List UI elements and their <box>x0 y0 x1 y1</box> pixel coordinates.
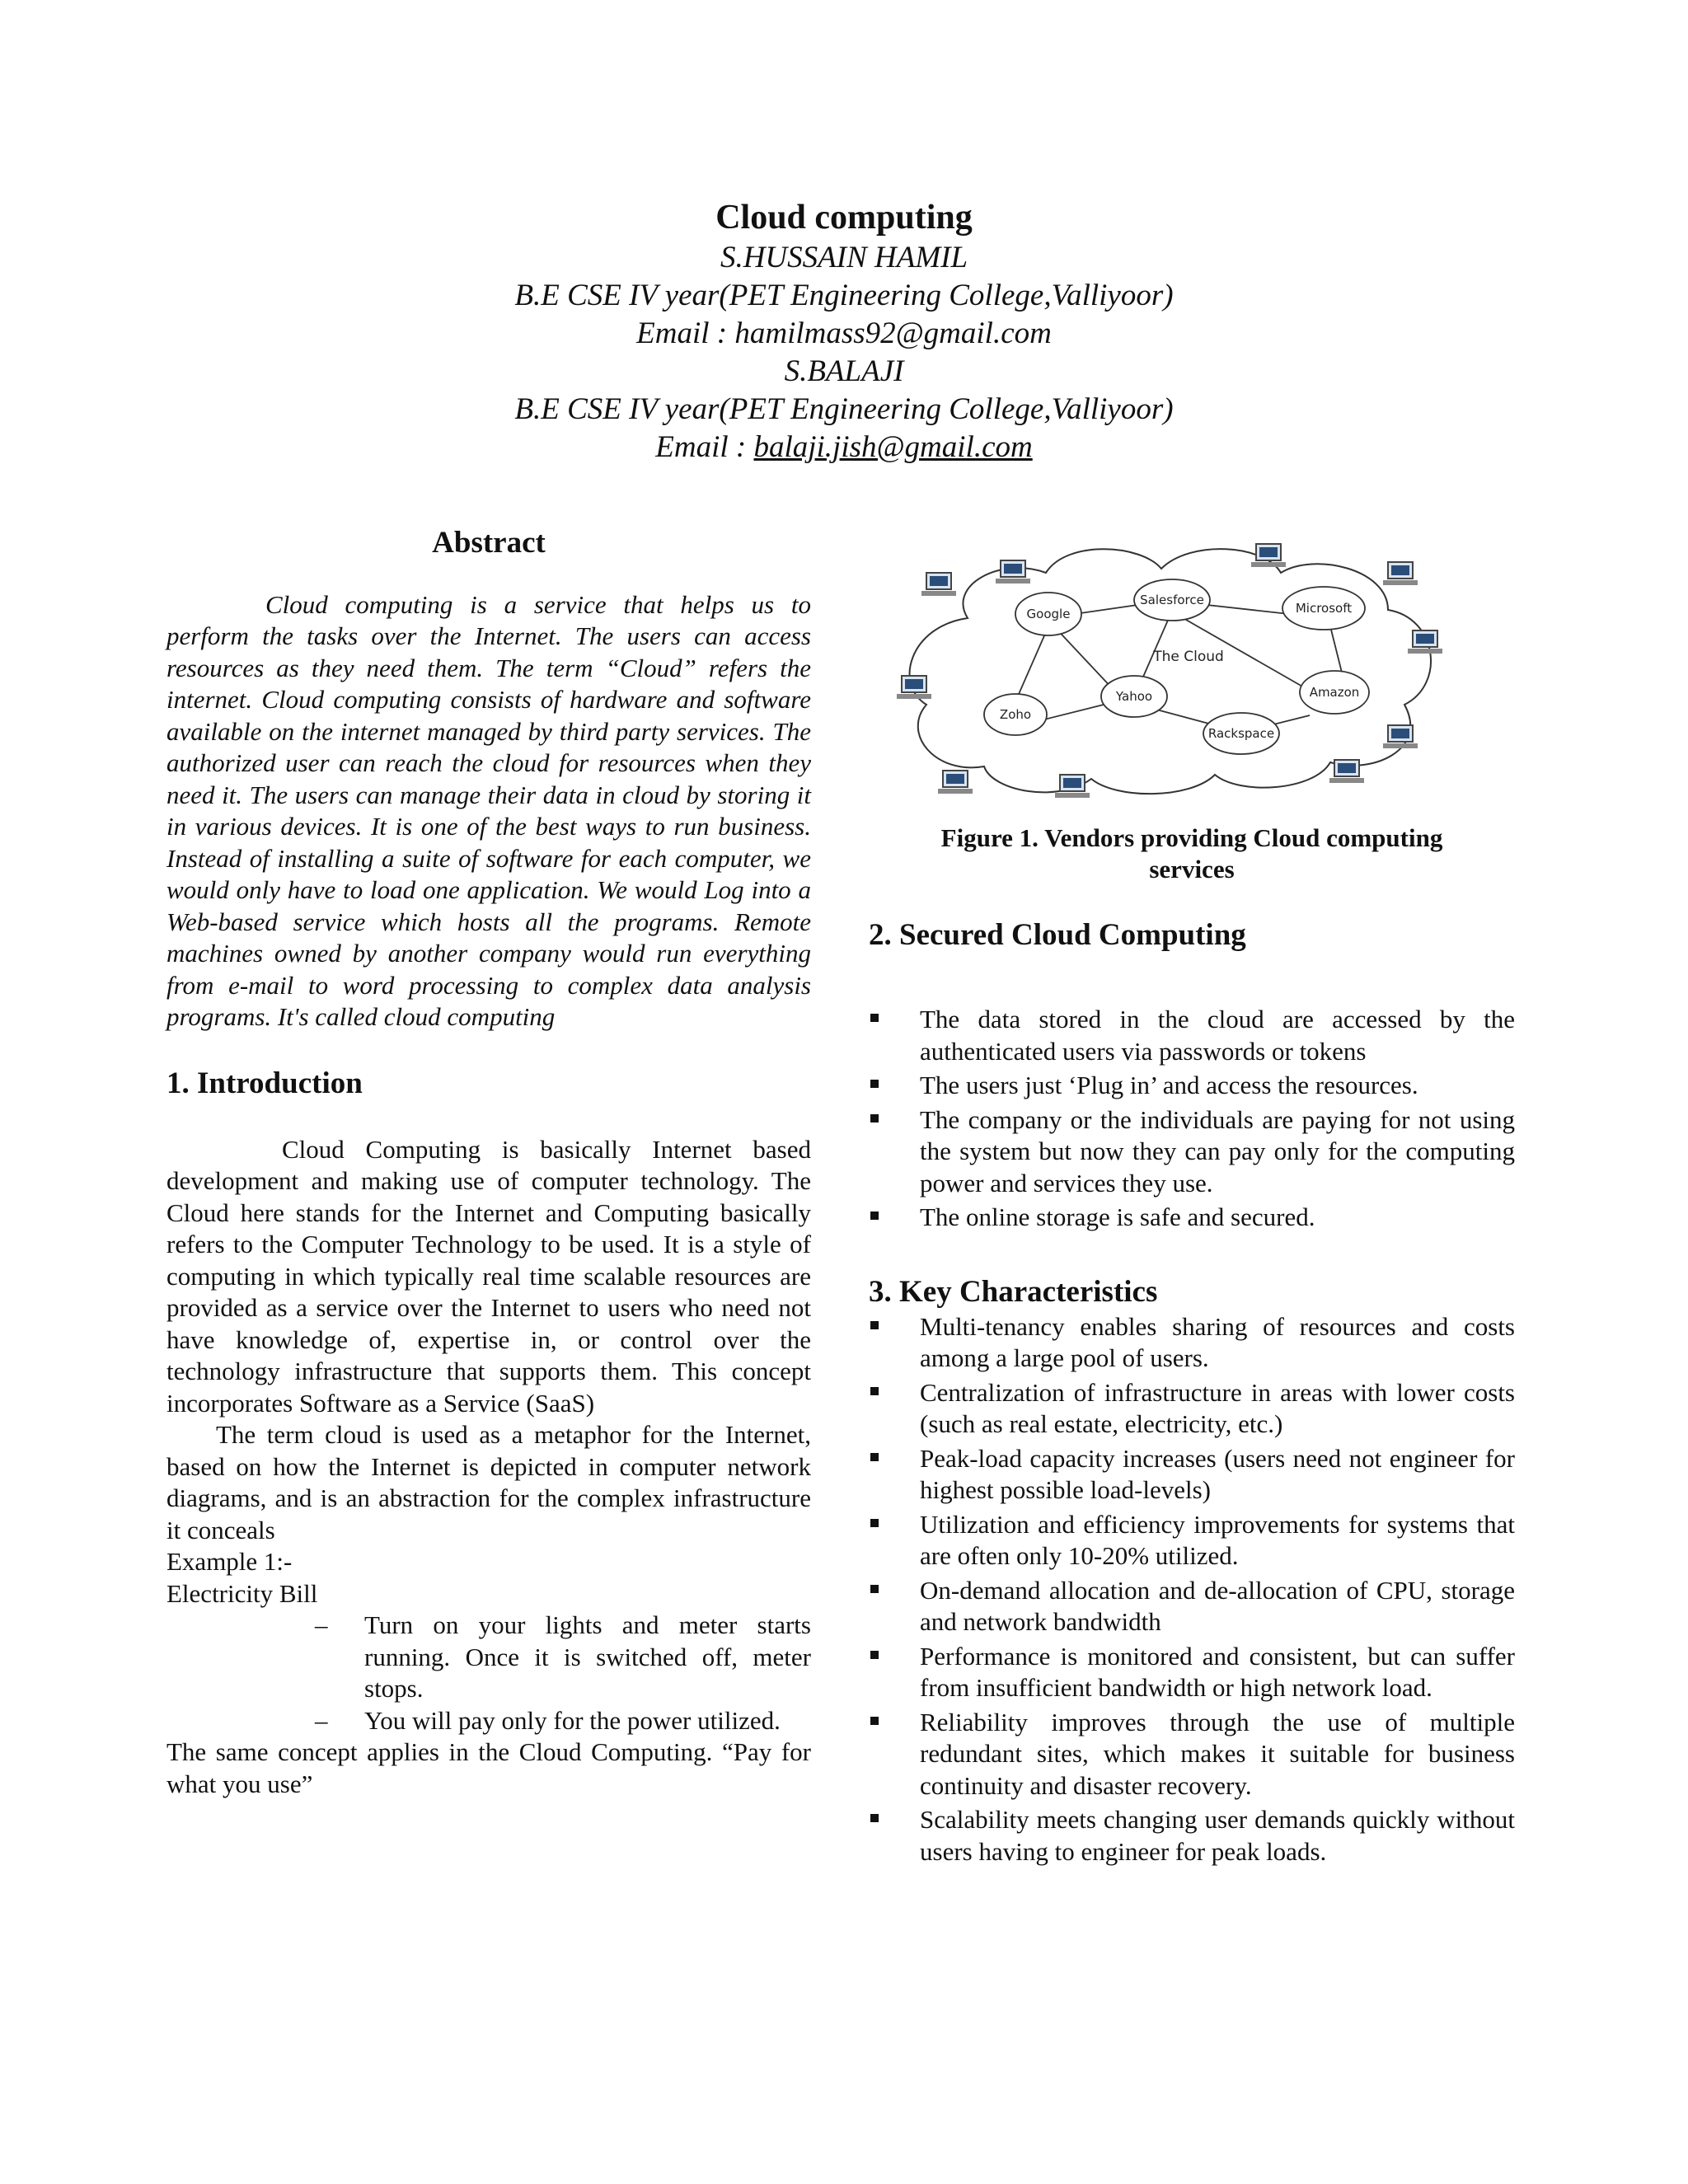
list-item: On-demand allocation and de-allocation of CPU, storage and network bandwidth <box>920 1575 1515 1638</box>
introduction-paragraph-2: The term cloud is used as a metaphor for the Internet, based on how the Internet is depicted in computer network diagrams, and is an abstraction for the complex infrastructure it conceals <box>166 1420 811 1544</box>
list-item: Utilization and efficiency improvements for systems that are often only 10-20% utilized. <box>920 1509 1515 1572</box>
square-bullet <box>870 1212 879 1220</box>
paper-header <box>0 196 1688 466</box>
square-bullet <box>870 1453 879 1461</box>
computer-icon <box>1383 562 1418 585</box>
dash-bullet: – <box>315 1610 328 1639</box>
square-bullet <box>870 1717 879 1725</box>
list-item: Reliability improves through the use of multiple redundant sites, which makes it suitable for business continuity and disaster recovery. <box>920 1707 1515 1802</box>
author-2-affiliation: B.E CSE IV year(PET Engineering College,Valliyoor) <box>514 392 1174 426</box>
introduction-heading: 1. Introduction <box>166 1066 363 1100</box>
list-item: Multi-tenancy enables sharing of resources and costs among a large pool of users. <box>920 1311 1515 1375</box>
list-item: The company or the individuals are paying for not using the system but now they can pay only for the computing power and services they use. <box>920 1104 1515 1200</box>
author-2-name: S.BALAJI <box>784 354 904 388</box>
vendor-label: Amazon <box>1309 685 1360 700</box>
abstract-heading: Abstract <box>432 526 546 560</box>
square-bullet <box>870 1585 879 1593</box>
list-item: Performance is monitored and consistent, but can suffer from insufficient bandwidth or high network load. <box>920 1641 1515 1704</box>
example-title: Electricity Bill <box>166 1578 318 1608</box>
square-bullet <box>870 1321 879 1329</box>
computer-icon <box>938 771 973 794</box>
computer-icon <box>1383 725 1418 748</box>
left-column <box>166 527 811 1800</box>
vendor-label: Yahoo <box>1115 689 1153 704</box>
author-1-affiliation: B.E CSE IV year(PET Engineering College,Valliyoor) <box>514 279 1174 312</box>
computer-icon <box>897 676 931 699</box>
dash-bullet: – <box>315 1705 328 1735</box>
cloud-diagram <box>869 527 1515 816</box>
square-bullet <box>870 1387 879 1395</box>
vendor-label: Salesforce <box>1140 593 1204 607</box>
author-1-name: S.HUSSAIN HAMIL <box>720 241 968 274</box>
example-list <box>166 1610 811 1736</box>
cloud-vendors-figure <box>869 527 1515 816</box>
computer-icon <box>1329 760 1364 783</box>
list-item: Peak-load capacity increases (users need not engineer for highest possible load-levels) <box>920 1443 1515 1507</box>
computer-icon <box>996 560 1030 583</box>
secured-heading: 2. Secured Cloud Computing <box>869 918 1246 952</box>
list-item: The online storage is safe and secured. <box>920 1202 1515 1234</box>
introduction-paragraph-1: Cloud Computing is basically Internet based development and making use of computer technology. The Cloud here stands for the Internet and Computing basically refers to the Computer Technology to be used. It is a style of computing in which typically real time scalable resources are provided as a service over the Internet to users who need not have knowledge of, expertise in, or control over the technology infrastructure that supports them. This concept incorporates Software as a Service (SaaS) <box>166 1134 811 1418</box>
vendor-label: Microsoft <box>1295 601 1353 616</box>
right-column <box>869 527 1515 1870</box>
cloud-center-label: The Cloud <box>1153 649 1224 665</box>
abstract-text: Cloud computing is a service that helps us to perform the tasks over the Internet. The users can access resources as they need them. The term “Cloud” refers the internet. Cloud computing consists of hardware and software available on the internet managed by third party services. The authorized user can reach the cloud for resources when they need it. The users can manage their data in cloud by storing it in various devices. It is one of the best ways to run business. Instead of installing a suite of software for each computer, we would only have to load one application. We would Log into a Web-based service which hosts all the programs. Remote machines owned by another company would run everything from e-mail to word processing to complex data analysis programs. It's called cloud computing <box>166 589 811 1031</box>
computer-icon <box>1251 544 1286 567</box>
list-item: Scalability meets changing user demands quickly without users having to engineer for peak loads. <box>920 1804 1515 1868</box>
example-label: Example 1:- <box>166 1547 293 1576</box>
computer-icon <box>921 573 956 596</box>
vendor-label: Google <box>1026 607 1071 621</box>
author-2-email-prefix: Email : <box>655 430 754 464</box>
vendor-label: Zoho <box>999 707 1032 722</box>
square-bullet <box>870 1651 879 1659</box>
author-1-email: Email : hamilmass92@gmail.com <box>636 316 1052 350</box>
introduction-conclusion: The same concept applies in the Cloud Computing. “Pay for what you use” <box>166 1737 811 1798</box>
author-2-email-link[interactable]: balaji.jish@gmail.com <box>753 430 1033 464</box>
list-item: The users just ‘Plug in’ and access the resources. <box>920 1070 1515 1102</box>
square-bullet <box>870 1080 879 1088</box>
square-bullet <box>870 1114 879 1122</box>
computer-icon <box>1408 630 1442 654</box>
computer-icon <box>1055 775 1090 798</box>
example-item: – You will pay only for the power utilized. <box>364 1705 811 1737</box>
square-bullet <box>870 1519 879 1527</box>
square-bullet <box>870 1814 879 1822</box>
example-item: – Turn on your lights and meter starts running. Once it is switched off, meter stops. <box>315 1610 811 1703</box>
list-item: Centralization of infrastructure in areas with lower costs (such as real estate, electricity, etc.) <box>920 1377 1515 1441</box>
characteristics-heading: 3. Key Characteristics <box>869 1274 1158 1309</box>
list-item: The data stored in the cloud are accessed by the authenticated users via passwords or tokens <box>920 1004 1515 1067</box>
secured-list <box>869 1004 1515 1234</box>
author-2-email-line <box>0 429 1688 466</box>
characteristics-list <box>869 1311 1515 1868</box>
square-bullet <box>870 1014 879 1022</box>
figure-caption: Figure 1. Vendors providing Cloud computing services <box>940 823 1443 883</box>
vendor-label: Rackspace <box>1207 726 1275 741</box>
paper-title: Cloud computing <box>715 199 973 237</box>
